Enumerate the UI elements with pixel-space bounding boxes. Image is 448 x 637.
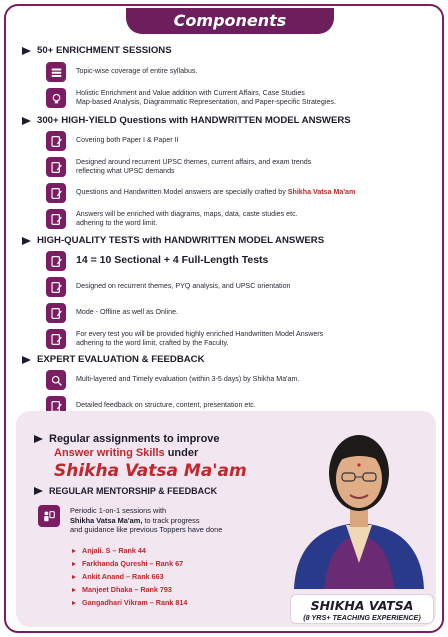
evaluation-icon — [46, 370, 66, 390]
faculty-name-card: SHIKHA VATSA (8 YRS+ TEACHING EXPERIENCE) — [290, 594, 434, 624]
mentor-session-icon — [38, 505, 60, 527]
arrow-icon — [22, 237, 31, 245]
toppers-list — [72, 544, 187, 609]
arrow-icon — [22, 117, 31, 125]
section-heading-tests: HIGH-QUALITY TESTS with HANDWRITTEN MODEL ANSWERS — [22, 232, 442, 249]
list-item: Questions and Handwritten Model answers are specially crafted by Shikha Vatsa Ma'am — [46, 183, 432, 203]
bullet-icon — [72, 575, 76, 579]
pencil-note-icon — [46, 277, 66, 297]
list-item: Answers will be enriched with diagrams, maps, data, caste studies etc. adhering to the word limit. — [46, 209, 432, 229]
components-page — [4, 4, 444, 633]
bullet-icon — [72, 549, 76, 553]
lightbulb-icon — [46, 88, 66, 108]
arrow-icon — [22, 356, 31, 364]
skills-line: Answer writing Skills under — [54, 447, 199, 459]
faculty-portrait — [284, 413, 434, 589]
pencil-note-icon — [46, 251, 66, 271]
page-title: Components — [126, 8, 334, 34]
layers-icon — [46, 62, 66, 82]
list-item: Manjeet Dhaka – Rank 793 — [72, 583, 187, 596]
pencil-note-icon — [46, 209, 66, 229]
list-item: Designed around recurrent UPSC themes, current affairs, and exam trends reflecting what UPSC demands — [46, 157, 432, 177]
session-description: Periodic 1-on-1 sessions with Shikha Vatsa Ma'am, to track progress and guidance like previous Toppers have done — [70, 506, 223, 534]
pencil-note-icon — [46, 183, 66, 203]
pencil-note-icon — [46, 131, 66, 151]
pencil-note-icon — [46, 329, 66, 349]
list-item: Multi-layered and Timely evaluation (within 3-5 days) by Shikha Ma'am. — [46, 370, 432, 390]
arrow-icon — [22, 47, 31, 55]
arrow-icon — [34, 435, 43, 443]
section-heading-enrichment: 50+ ENRICHMENT SESSIONS — [22, 42, 442, 59]
list-item: 14 = 10 Sectional + 4 Full-Length Tests — [46, 251, 432, 271]
list-item: Farkhanda Qureshi – Rank 67 — [72, 557, 187, 570]
pencil-note-icon — [46, 157, 66, 177]
list-item: Topic-wise coverage of entire syllabus. — [46, 62, 432, 82]
list-item: Mode - Offline as well as Online. — [46, 303, 432, 323]
list-item: Holistic Enrichment and Value addition with Current Affairs, Case Studies Map-based Analysis, Diagrammatic Representation, and Paper-specific Strategies. — [46, 88, 432, 108]
bullet-icon — [72, 601, 76, 605]
list-item: For every test you will be provided highly enriched Handwritten Model Answers adhering to the word limit, crafted by the Faculty. — [46, 329, 432, 349]
arrow-icon — [34, 487, 43, 495]
mentorship-heading: REGULAR MENTORSHIP & FEEDBACK — [34, 486, 217, 496]
section-heading-evaluation: EXPERT EVALUATION & FEEDBACK — [22, 351, 442, 368]
components-list — [6, 42, 442, 416]
mentor-name-heading: Shikha Vatsa Ma'am — [54, 461, 247, 481]
bullet-icon — [72, 562, 76, 566]
list-item: Ankit Anand – Rank 663 — [72, 570, 187, 583]
list-item: Anjali. S – Rank 44 — [72, 544, 187, 557]
list-item: Designed on recurrent themes, PYQ analysis, and UPSC orientation — [46, 277, 432, 297]
list-item: Covering both Paper I & Paper II — [46, 131, 432, 151]
list-item: Detailed feedback on structure, content, presentation etc. — [46, 396, 432, 416]
section-heading-questions: 300+ HIGH-YIELD Questions with HANDWRITTEN MODEL ANSWERS — [22, 112, 442, 129]
assignments-heading: Regular assignments to improve — [34, 433, 220, 445]
list-item: Gangadhari Vikram – Rank 814 — [72, 596, 187, 609]
mentorship-panel — [16, 411, 436, 627]
pencil-note-icon — [46, 303, 66, 323]
bullet-icon — [72, 588, 76, 592]
